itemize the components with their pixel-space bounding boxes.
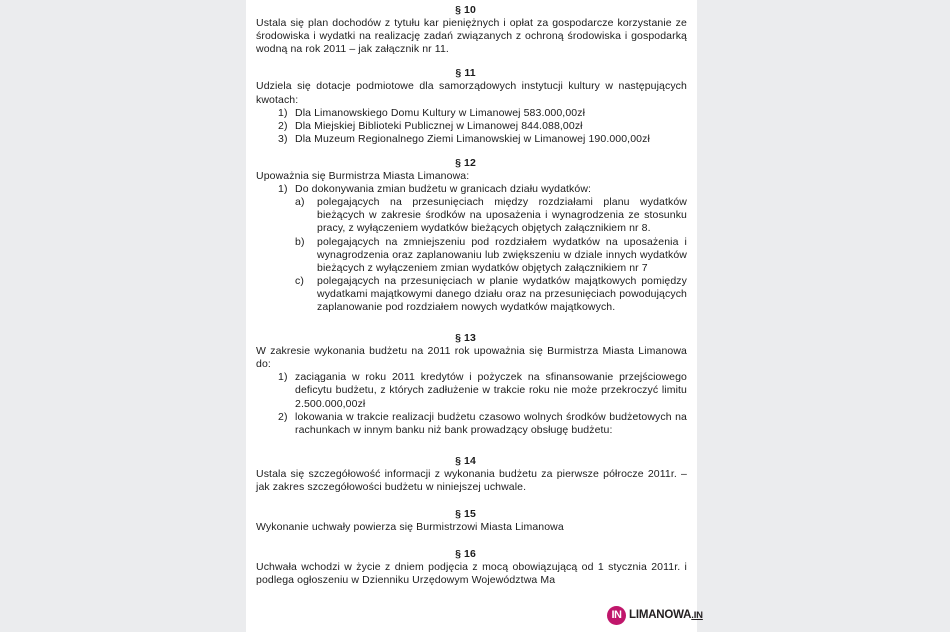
sublist-marker: a) <box>295 196 305 209</box>
section-body-13: W zakresie wykonania budżetu na 2011 rok upoważnia się Burmistrza Miasta Limanowa do: <box>256 345 687 371</box>
section-body-11: Udziela się dotacje podmiotowe dla samorządowych instytucji kultury w następujących kwotach: <box>256 80 687 106</box>
sublist-marker: c) <box>295 274 304 287</box>
site-watermark <box>607 605 703 625</box>
watermark-text <box>629 609 703 621</box>
section-heading-16: § 16 <box>455 548 476 561</box>
watermark-tld: .IN <box>691 610 703 621</box>
list-item-text: lokowania w trakcie realizacji budżetu czasowo wolnych środków budżetowych na rachunkach w innym banku niż bank prowadzący obsługę budżetu: <box>295 410 687 436</box>
section-heading-11: § 11 <box>455 67 476 80</box>
list-item <box>256 107 687 120</box>
list-item <box>256 371 687 410</box>
section-heading-15: § 15 <box>455 508 476 521</box>
list-item <box>256 411 687 437</box>
section-body-12: Upoważnia się Burmistrza Miasta Limanowa: <box>256 170 470 183</box>
section-body-15: Wykonanie uchwały powierza się Burmistrzowi Miasta Limanowa <box>256 521 564 534</box>
sublist-item <box>295 196 687 235</box>
sublist-item-text: polegających na zmniejszeniu pod rozdziałem wydatków na uposażenia i wynagrodzenia oraz zaplanowaniu lub zwiększeniu w dziale innych wydatków bieżących z wyłączeniem zmian wydatków objętych załącznikiem nr 7 <box>317 235 687 274</box>
section-12-list <box>256 183 687 314</box>
list-item <box>256 120 687 133</box>
section-body-14: Ustala się szczegółowość informacji z wykonania budżetu za pierwsze półrocze 2011r. – jak zakres szczegółowości budżetu w niniejszej uchwale. <box>256 467 687 493</box>
section-body-10: Ustala się plan dochodów z tytułu kar pieniężnych i opłat za gospodarcze korzystanie ze środowiska i wydatki na realizację zadań związanych z ochroną środowiska i gospodarką wodną na rok 2011 – jak załącznik nr 11. <box>256 17 687 56</box>
section-body-16: Uchwała wchodzi w życie z dniem podjęcia z mocą obowiązującą od 1 stycznia 2011r. i podlega ogłoszeniu w Dzienniku Urzędowym Województwa Ma <box>256 561 687 587</box>
list-item-text: Dla Miejskiej Biblioteki Publicznej w Limanowej 844.088,00zł <box>295 119 583 132</box>
watermark-badge-icon: IN <box>607 606 626 625</box>
list-marker: 1) <box>278 183 288 196</box>
watermark-site-name: LIMANOWA <box>629 609 692 621</box>
list-item-text: zaciągania w roku 2011 kredytów i pożyczek na sfinansowanie przejściowego deficytu budżetu, z których zadłużenie w trakcie roku nie może przekroczyć limitu 2.500.000,00zł <box>295 371 687 410</box>
list-marker: 3) <box>278 132 288 145</box>
sublist-marker: b) <box>295 235 305 248</box>
section-13-list <box>256 371 687 436</box>
sublist-item-text: polegających na przesunięciach między rozdziałami planu wydatków bieżących w zakresie środków na uposażenia i wynagrodzenia ze stosunku pracy, z wyłączeniem wydatków bieżących objętych załącznikiem nr 8. <box>317 196 687 235</box>
sublist-item <box>295 275 687 314</box>
section-heading-14: § 14 <box>455 454 476 467</box>
section-11-list <box>256 107 687 146</box>
list-item <box>256 133 687 146</box>
sublist-item <box>295 236 687 275</box>
list-item <box>256 183 687 314</box>
sublist-item-text: polegających na przesunięciach w planie wydatków majątkowych pomiędzy wydatkami majątkowymi danego działu oraz na przesunięciach powodujących zaplanowanie pod rozdziałem nowych wydatków majątkowych. <box>317 274 687 313</box>
section-heading-13: § 13 <box>455 332 476 345</box>
section-heading-10: § 10 <box>455 4 476 16</box>
section-12-sublist <box>295 196 687 314</box>
section-heading-12: § 12 <box>455 156 476 169</box>
list-marker: 1) <box>278 106 288 119</box>
document-page <box>246 0 697 632</box>
list-item-text: Dla Muzeum Regionalnego Ziemi Limanowskiej w Limanowej 190.000,00zł <box>295 132 650 145</box>
list-item-text: Do dokonywania zmian budżetu w granicach działu wydatków: <box>295 183 592 196</box>
list-marker: 2) <box>278 119 288 132</box>
list-marker: 1) <box>278 371 288 384</box>
list-marker: 2) <box>278 410 288 423</box>
list-item-text: Dla Limanowskiego Domu Kultury w Limanowej 583.000,00zł <box>295 106 586 119</box>
